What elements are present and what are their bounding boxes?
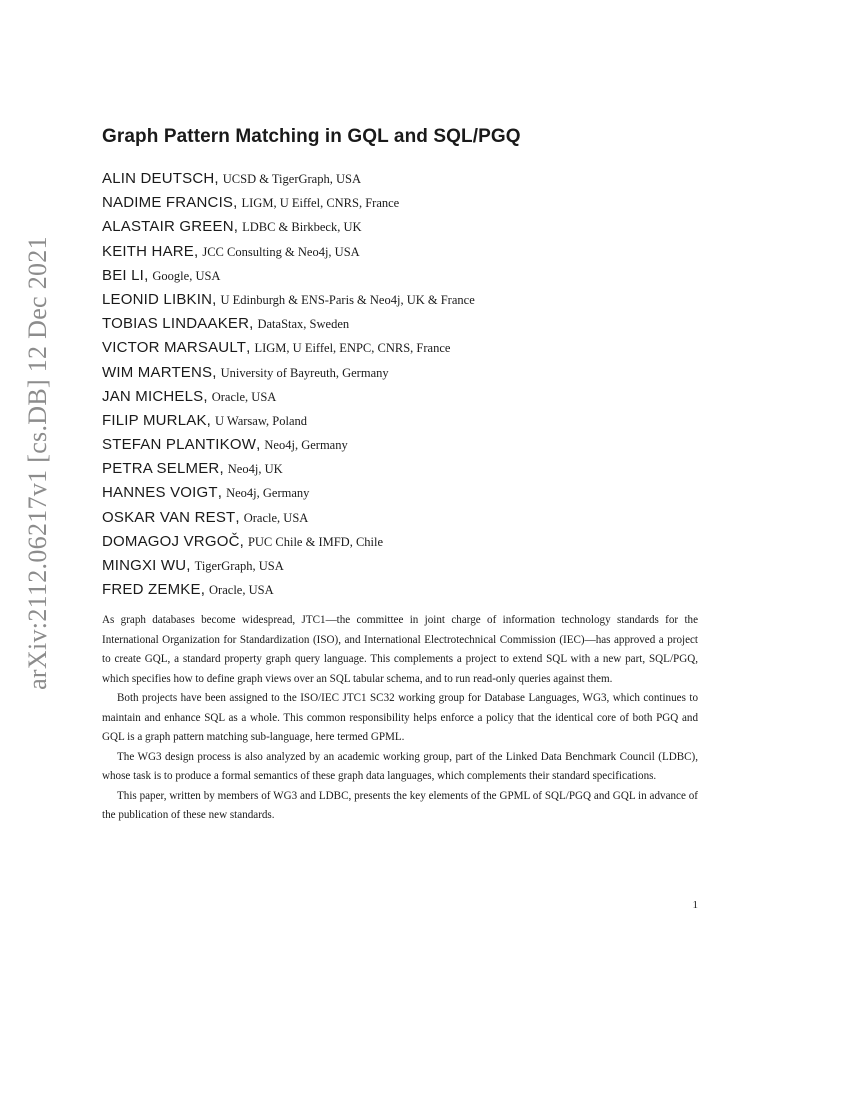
author-affiliation: Oracle, USA — [209, 583, 274, 598]
author-affiliation: Google, USA — [152, 268, 221, 283]
author-entry: BEI LI, Google, USA — [102, 266, 221, 284]
author-entry: KEITH HARE, JCC Consulting & Neo4j, USA — [102, 242, 360, 260]
author-name: FRED ZEMKE — [102, 581, 201, 599]
author-affiliation: Neo4j, Germany — [264, 438, 348, 453]
author-affiliation: University of Bayreuth, Germany — [220, 365, 389, 380]
author-entry: HANNES VOIGT, Neo4j, Germany — [102, 484, 310, 502]
author-entry: NADIME FRANCIS, LIGM, U Eiffel, CNRS, France — [102, 194, 400, 212]
author-name: WIM MARTENS — [102, 363, 213, 381]
author-entry: MINGXI WU, TigerGraph, USA — [102, 557, 284, 574]
author-affiliation: LIGM, U Eiffel, CNRS, France — [241, 196, 400, 211]
author-name: DOMAGOJ VRGOČ — [102, 532, 240, 550]
author-affiliation: U Warsaw, Poland — [215, 413, 308, 428]
author-affiliation: LIGM, U Eiffel, ENPC, CNRS, France — [254, 341, 451, 356]
author-entry: VICTOR MARSAULT, LIGM, U Eiffel, ENPC, CNRS, France — [102, 339, 451, 357]
author-affiliation: U Edinburgh & ENS-Paris & Neo4j, UK & France — [220, 292, 475, 307]
author-list — [102, 169, 722, 604]
author-name: NADIME FRANCIS — [102, 194, 234, 212]
author-name: KEITH HARE — [102, 242, 195, 260]
author-name: HANNES VOIGT — [102, 484, 218, 502]
author-name: VICTOR MARSAULT — [102, 339, 247, 357]
author-affiliation: UCSD & TigerGraph, USA — [222, 172, 361, 186]
author-entry: JAN MICHELS, Oracle, USA — [102, 387, 277, 405]
author-affiliation: Neo4j, Germany — [226, 486, 310, 501]
abstract-paragraph: As graph databases become widespread, JTC1—the committee in joint charge of information technology standards for the International Organization for Standardization (ISO), and International Electrotechnical Commission (IEC)—has approved a project to create GQL, a standard property graph query language. This complements a project to extend SQL with a new part, SQL/PGQ, which specifies how to define graph views over an SQL tabular schema, and to run read-only queries against them. — [102, 614, 698, 685]
author-name: TOBIAS LINDAAKER — [102, 315, 250, 333]
abstract — [102, 611, 698, 826]
author-entry: FILIP MURLAK, U Warsaw, Poland — [102, 411, 308, 429]
author-entry: PETRA SELMER, Neo4j, UK — [102, 460, 283, 478]
author-name: MINGXI WU — [102, 557, 187, 574]
author-name: JAN MICHELS — [102, 387, 204, 405]
author-entry: OSKAR VAN REST, Oracle, USA — [102, 508, 309, 526]
author-name: BEI LI — [102, 266, 145, 284]
author-name: PETRA SELMER — [102, 460, 220, 478]
author-affiliation: LDBC & Birkbeck, UK — [242, 220, 362, 235]
author-name: FILIP MURLAK — [102, 411, 207, 429]
author-name: LEONID LIBKIN — [102, 290, 213, 308]
author-entry: ALIN DEUTSCH, UCSD & TigerGraph, USA — [102, 170, 361, 187]
abstract-paragraph: The WG3 design process is also analyzed by an academic working group, part of the Linked Data Benchmark Council (LDBC), whose task is to produce a formal semantics of these graph data languages, which complements their standard specifications. — [102, 750, 698, 782]
author-entry: STEFAN PLANTIKOW, Neo4j, Germany — [102, 436, 348, 454]
author-entry: DOMAGOJ VRGOČ, PUC Chile & IMFD, Chile — [102, 532, 384, 550]
author-entry: WIM MARTENS, University of Bayreuth, Germany — [102, 363, 389, 381]
page-number: 1 — [692, 899, 698, 911]
paper-title: Graph Pattern Matching in GQL and SQL/PGQ — [102, 126, 521, 147]
author-name: ALASTAIR GREEN — [102, 218, 234, 236]
author-affiliation: Neo4j, UK — [227, 462, 283, 477]
author-entry: LEONID LIBKIN, U Edinburgh & ENS-Paris & Neo4j, UK & France — [102, 290, 475, 308]
author-name: STEFAN PLANTIKOW — [102, 436, 257, 454]
author-name: OSKAR VAN REST — [102, 508, 236, 526]
author-affiliation: Oracle, USA — [211, 389, 277, 404]
arxiv-watermark: arXiv:2112.06217v1 [cs.DB] 12 Dec 2021 — [23, 236, 52, 690]
author-affiliation: JCC Consulting & Neo4j, USA — [202, 244, 360, 259]
author-affiliation: PUC Chile & IMFD, Chile — [247, 534, 384, 549]
author-affiliation: TigerGraph, USA — [194, 559, 284, 573]
author-affiliation: DataStax, Sweden — [257, 317, 350, 332]
author-entry: FRED ZEMKE, Oracle, USA — [102, 581, 274, 599]
abstract-paragraph: Both projects have been assigned to the ISO/IEC JTC1 SC32 working group for Database Languages, WG3, which continues to maintain and enhance SQL as a whole. This common responsibility helps enforce a policy that the identical core of both PGQ and GQL is a graph pattern matching sub-language, here termed GPML. — [102, 692, 698, 743]
author-affiliation: Oracle, USA — [243, 510, 309, 525]
author-entry: ALASTAIR GREEN, LDBC & Birkbeck, UK — [102, 218, 362, 236]
author-entry: TOBIAS LINDAAKER, DataStax, Sweden — [102, 315, 350, 333]
abstract-paragraph: This paper, written by members of WG3 and LDBC, presents the key elements of the GPML of SQL/PGQ and GQL in advance of the publication of these new standards. — [102, 789, 698, 821]
author-name: ALIN DEUTSCH — [102, 170, 215, 187]
